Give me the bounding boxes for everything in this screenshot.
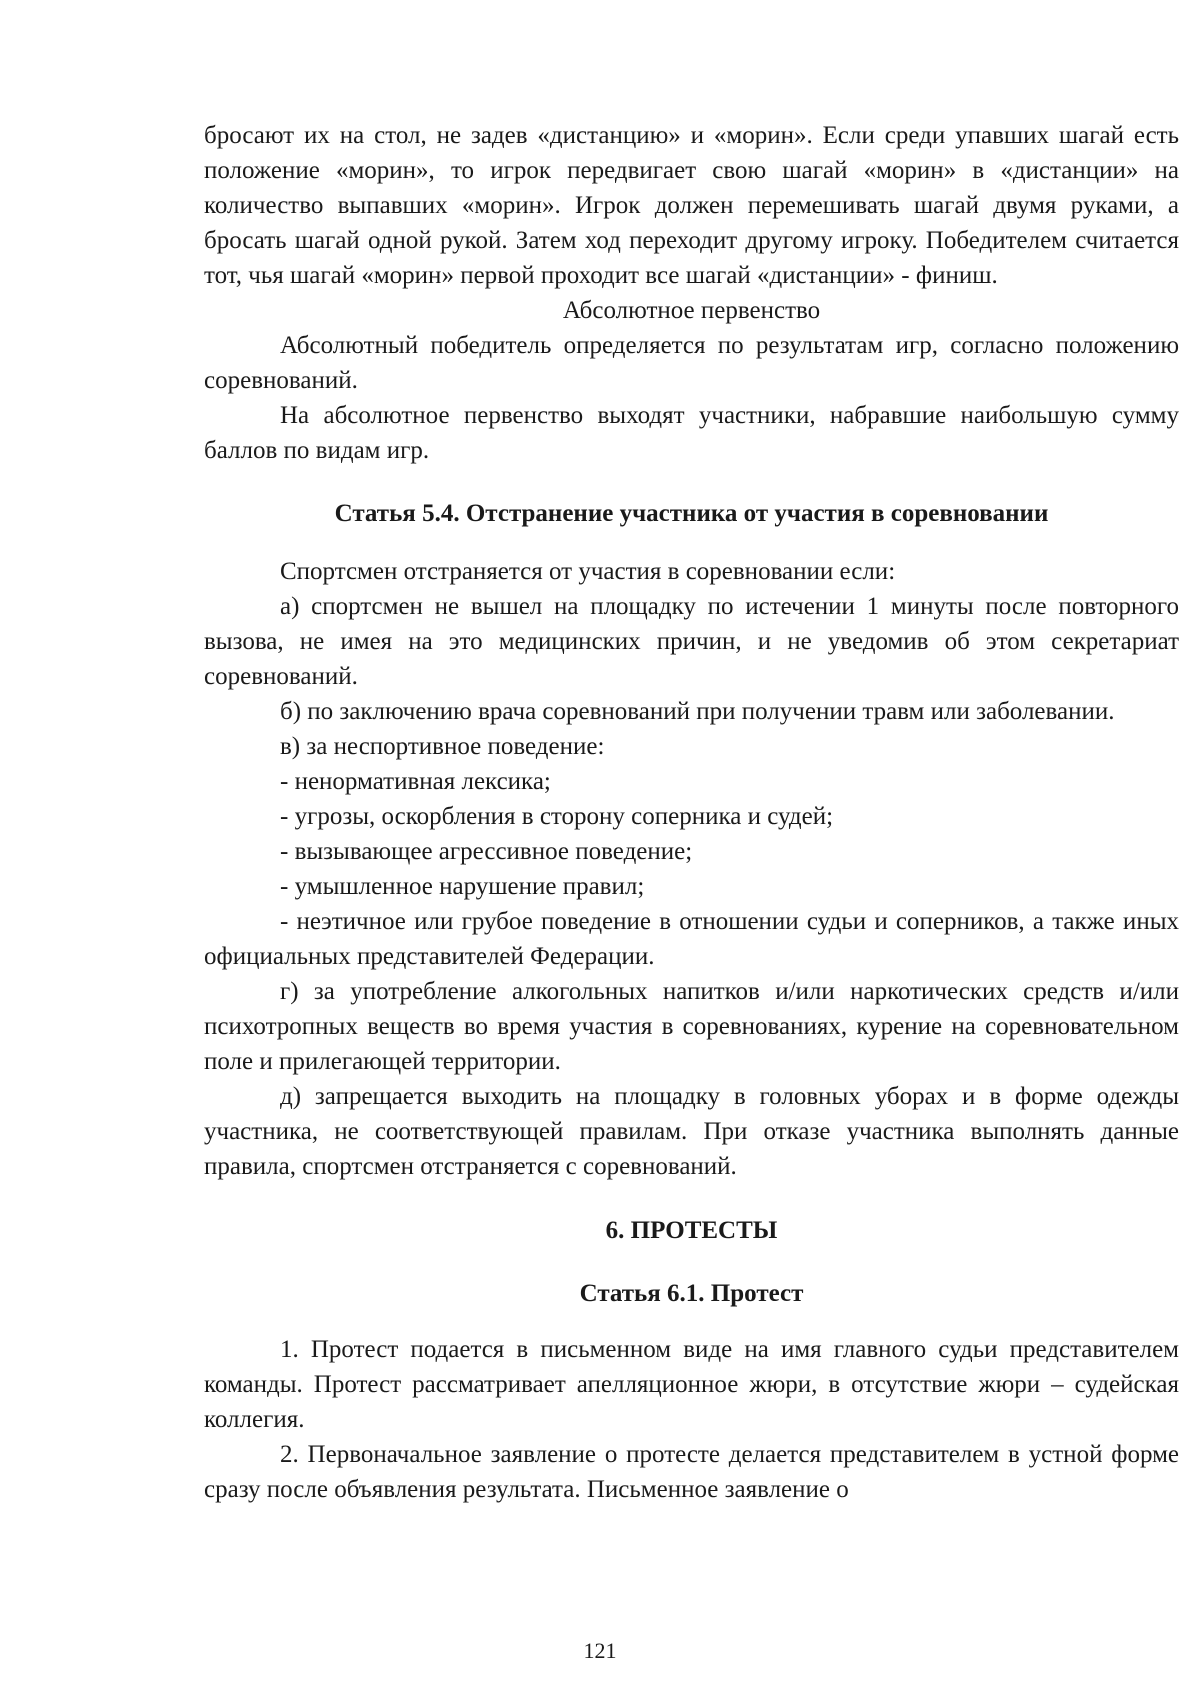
article-5-4-item-g: г) за употребление алкогольных напитков и/или наркотических средств и/или психотропных веществ во время участия в соревнованиях, курение на соревновательном поле и прилегающей территории. <box>204 978 1179 1075</box>
paragraph-absolute-participants: На абсолютное первенство выходят участники, набравшие наибольшую сумму баллов по видам игр. <box>204 402 1179 464</box>
article-5-4-item-v: в) за неспортивное поведение: <box>280 733 605 760</box>
article-5-4-bullet-3: - вызывающее агрессивное поведение; <box>280 838 693 865</box>
article-6-1-title: Статья 6.1. Протест <box>579 1280 804 1307</box>
article-5-4-bullet-1: - ненормативная лексика; <box>280 768 551 795</box>
paragraph-absolute-winner: Абсолютный победитель определяется по результатам игр, согласно положению соревнований. <box>204 332 1179 394</box>
article-5-4-bullet-2: - угрозы, оскорбления в сторону соперника и судей; <box>280 803 834 830</box>
article-6-1-item-2: 2. Первоначальное заявление о протесте делается представителем в устной форме сразу после объявления результата. Письменное заявление о <box>204 1441 1179 1503</box>
page-body <box>204 118 1179 1507</box>
article-5-4-item-a: а) спортсмен не вышел на площадку по истечении 1 минуты после повторного вызова, не имея на это медицинских причин, и не уведомив об этом секретариат соревнований. <box>204 593 1179 690</box>
page-number: 121 <box>583 1638 617 1663</box>
article-5-4-item-d: д) запрещается выходить на площадку в головных уборах и в форме одежды участника, не соответствующей правилам. При отказе участника выполнять данные правила, спортсмен отстраняется с соревнований. <box>204 1083 1179 1180</box>
article-5-4-title: Статья 5.4. Отстранение участника от участия в соревновании <box>334 500 1049 527</box>
article-6-1-item-1: 1. Протест подается в письменном виде на имя главного судьи представителем команды. Протест рассматривает апелляционное жюри, в отсутствие жюри – судейская коллегия. <box>204 1336 1179 1433</box>
section-6-title: 6. ПРОТЕСТЫ <box>605 1217 778 1244</box>
article-5-4-bullet-5: - неэтичное или грубое поведение в отношении судьи и соперников, а также иных официальных представителей Федерации. <box>204 908 1179 970</box>
article-5-4-item-b: б) по заключению врача соревнований при получении травм или заболевании. <box>280 698 1115 725</box>
article-5-4-intro: Спортсмен отстраняется от участия в соревновании если: <box>280 558 896 585</box>
subheading-absolute-championship: Абсолютное первенство <box>562 297 821 324</box>
article-5-4-bullet-4: - умышленное нарушение правил; <box>280 873 645 900</box>
paragraph-game-rules: бросают их на стол, не задев «дистанцию» и «морин». Если среди упавших шагай есть положение «морин», то игрок передвигает свою шагай «морин» в «дистанции» на количество выпавших «морин». Игрок должен перемешивать шагай двумя руками, а бросать шагай одной рукой. Затем ход переходит другому игроку. Победителем считается тот, чья шагай «морин» первой проходит все шагай «дистанции» - финиш. <box>204 122 1179 289</box>
